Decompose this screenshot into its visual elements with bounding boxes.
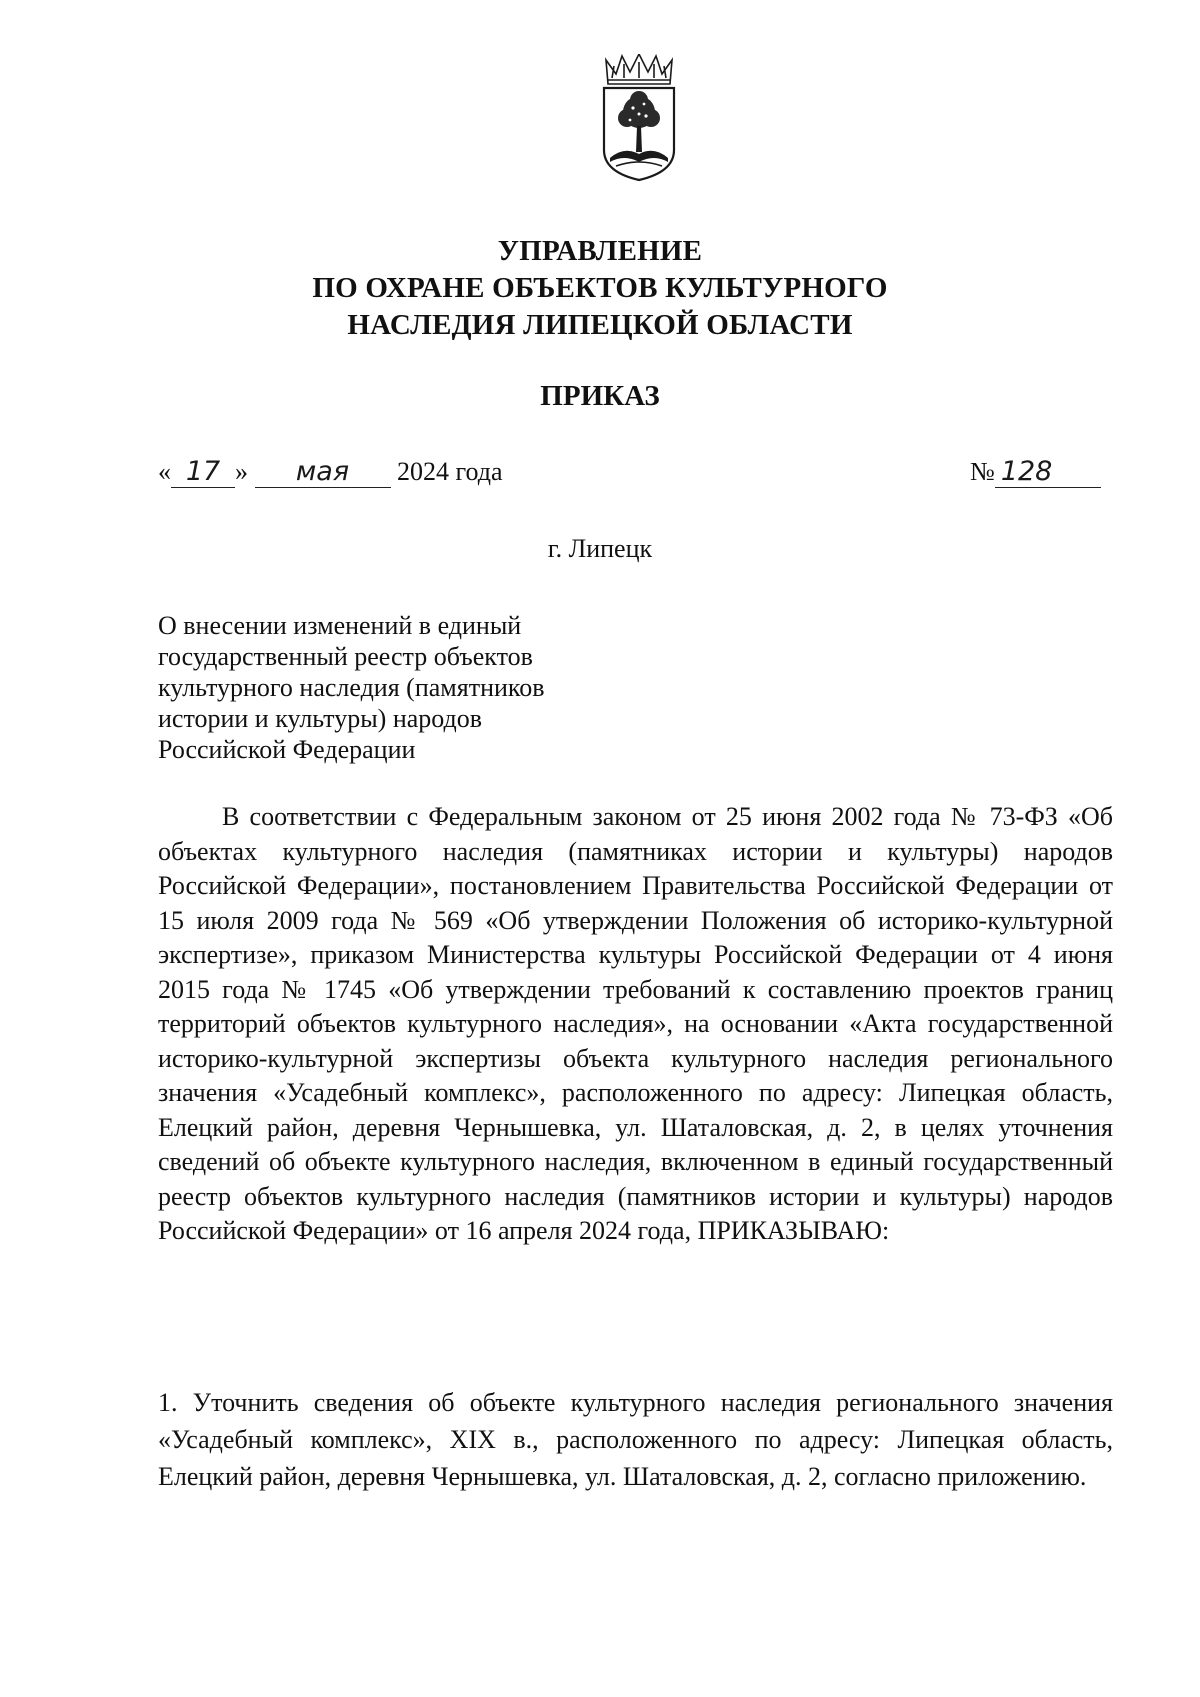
agency-header [0,233,1200,344]
order-title: ПРИКАЗ [540,380,660,412]
city-name: г. Липецк [547,534,653,563]
date-open-quote: « [158,457,171,486]
order-subject [158,610,618,765]
date-close-quote: » [235,457,248,486]
agency-header-line: УПРАВЛЕНИЕ [497,235,703,267]
subject-line: О внесении изменений в единый [158,611,522,640]
date-month-field [255,457,391,488]
agency-header-line: ПО ОХРАНЕ ОБЪЕКТОВ КУЛЬТУРНОГО [312,272,888,304]
agency-header-line: НАСЛЕДИЯ ЛИПЕЦКОЙ ОБЛАСТИ [347,309,853,341]
date-day-handwritten: 17 [185,456,221,487]
date-year: 2024 года [397,457,503,486]
order-number [970,454,1101,490]
order-date [158,454,503,490]
subject-line: культурного наследия (памятников [158,673,545,702]
number-handwritten: 128 [1000,456,1053,487]
preamble-paragraph: В соответствии с Федеральным законом от 25 июня 2002 года № 73-ФЗ «Об объектах культурного наследия (памятниках истории и культуры) народов Российской Федерации», постановлением Правительства Российской Федерации от 15 июля 2009 года № 569 «Об утверждении Положения об историко-культурной экспертизе», приказом Министерства культуры Российской Федерации от 4 июня 2015 года № 1745 «Об утверждении требований к составлению проектов границ территорий объектов культурного наследия», на основании «Акта государственной историко-культурной экспертизы объекта культурного наследия регионального значения «Усадебный комплекс», расположенного по адресу: Липецкая область, Елецкий район, деревня Чернышевка, ул. Шаталовская, д. 2, в целях уточнения сведений об объекте культурного наследия, включенном в единый государственный реестр объектов культурного наследия (памятников истории и культуры) народов Российской Федерации» от 16 апреля 2024 года, ПРИКАЗЫВАЮ: [158,802,1113,1245]
date-day-field [171,457,235,488]
number-field [995,457,1101,488]
subject-line: истории и культуры) народов [158,704,483,733]
date-month-handwritten: мая [295,456,350,487]
subject-line: государственный реестр объектов [158,642,533,671]
coat-of-arms-emblem [600,54,678,182]
order-point-1: 1. Уточнить сведения об объекте культурного наследия регионального значения «Усадебный комплекс», XIX в., расположенного по адресу: Липецкая область, Елецкий район, деревня Чернышевка, ул. Шаталовская, д. 2, согласно приложению. [158,1388,1113,1491]
number-label: № [970,457,995,486]
subject-line: Российской Федерации [158,735,416,764]
